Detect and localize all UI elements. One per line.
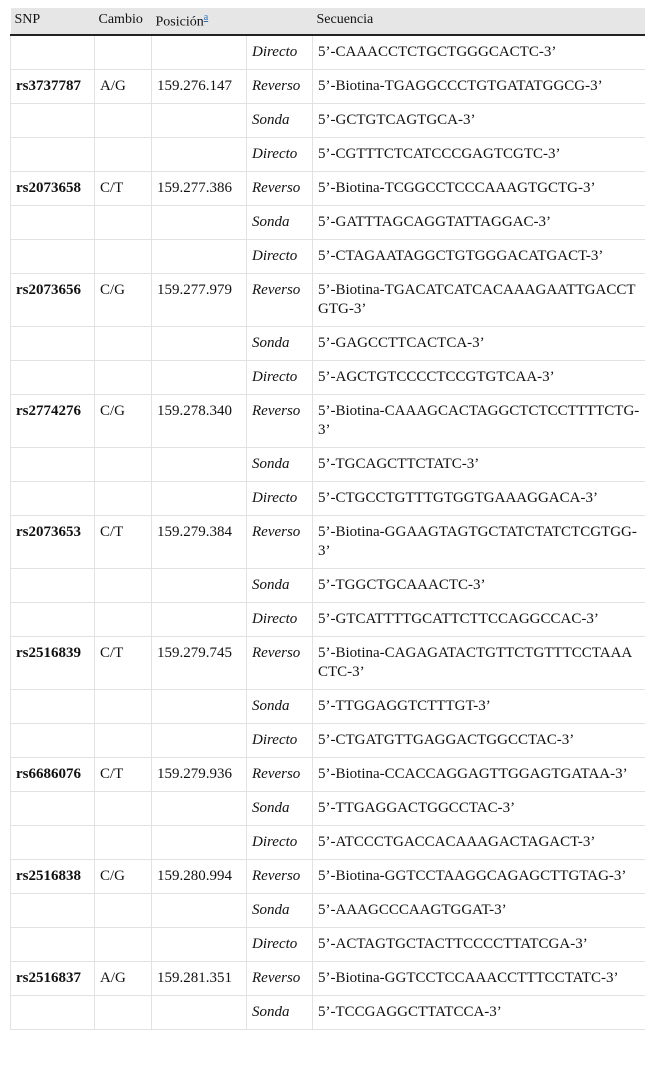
- table-row: [11, 103, 646, 137]
- change-cell: [95, 893, 152, 927]
- table-row: [11, 825, 646, 859]
- snp-cell: [11, 568, 95, 602]
- sequence-cell: 5’-ATCCCTGACCACAAAGACTAGACT-3’: [313, 825, 646, 859]
- primer-type-cell: Reverso: [247, 515, 313, 568]
- table-row: [11, 791, 646, 825]
- position-cell: [152, 35, 247, 70]
- primer-type-cell: Sonda: [247, 791, 313, 825]
- position-cell: [152, 103, 247, 137]
- sequence-cell: 5’-Biotina-TCGGCCTCCCAAAGTGCTG-3’: [313, 171, 646, 205]
- primer-type-cell: Directo: [247, 602, 313, 636]
- snp-cell: rs2073653: [11, 515, 95, 568]
- position-cell: [152, 825, 247, 859]
- sequence-cell: 5’-Biotina-CAAAGCACTAGGCTCTCCTTTTCTG-3’: [313, 394, 646, 447]
- primer-type-cell: Sonda: [247, 568, 313, 602]
- sequence-cell: 5’-GCTGTCAGTGCA-3’: [313, 103, 646, 137]
- snp-cell: [11, 723, 95, 757]
- header-posicion-label: Posición: [155, 14, 204, 30]
- table-row: [11, 723, 646, 757]
- sequence-cell: 5’-Biotina-GGAAGTAGTGCTATCTATCTCGTGG-3’: [313, 515, 646, 568]
- table-body: [11, 35, 646, 1030]
- snp-cell: rs2516838: [11, 859, 95, 893]
- change-cell: C/T: [95, 515, 152, 568]
- footnote-a-link[interactable]: a: [203, 12, 209, 23]
- position-cell: 159.276.147: [152, 69, 247, 103]
- table-row: [11, 360, 646, 394]
- snp-cell: [11, 447, 95, 481]
- sequence-cell: 5’-CAAACCTCTGCTGGGCACTC-3’: [313, 35, 646, 70]
- position-cell: [152, 239, 247, 273]
- change-cell: [95, 995, 152, 1029]
- change-cell: C/G: [95, 273, 152, 326]
- header-cambio: Cambio: [95, 8, 152, 35]
- sequence-cell: 5’-CTGCCTGTTTGTGGTGAAAGGACA-3’: [313, 481, 646, 515]
- table-row: [11, 961, 646, 995]
- change-cell: C/T: [95, 171, 152, 205]
- snp-cell: [11, 205, 95, 239]
- snp-primer-table: [10, 8, 645, 1030]
- snp-cell: [11, 602, 95, 636]
- change-cell: A/G: [95, 961, 152, 995]
- position-cell: 159.281.351: [152, 961, 247, 995]
- position-cell: [152, 893, 247, 927]
- snp-cell: [11, 103, 95, 137]
- table-row: [11, 481, 646, 515]
- header-posicion: [152, 8, 247, 35]
- change-cell: C/T: [95, 757, 152, 791]
- primer-type-cell: Directo: [247, 723, 313, 757]
- primer-type-cell: Directo: [247, 137, 313, 171]
- snp-cell: [11, 927, 95, 961]
- position-cell: [152, 137, 247, 171]
- table-container: [10, 8, 645, 1064]
- sequence-cell: 5’-Biotina-CCACCAGGAGTTGGAGTGATAA-3’: [313, 757, 646, 791]
- table-row: [11, 394, 646, 447]
- table-row: [11, 636, 646, 689]
- position-cell: [152, 568, 247, 602]
- table-row: [11, 515, 646, 568]
- table-row: [11, 893, 646, 927]
- primer-type-cell: Reverso: [247, 757, 313, 791]
- sequence-cell: 5’-Biotina-GGTCCTAAGGCAGAGCTTGTAG-3’: [313, 859, 646, 893]
- position-cell: [152, 723, 247, 757]
- table-row: [11, 239, 646, 273]
- table-row: [11, 273, 646, 326]
- primer-type-cell: Directo: [247, 360, 313, 394]
- sequence-cell: 5’-CTAGAATAGGCTGTGGGACATGACT-3’: [313, 239, 646, 273]
- change-cell: [95, 447, 152, 481]
- primer-type-cell: Reverso: [247, 859, 313, 893]
- snp-cell: [11, 995, 95, 1029]
- table-row: [11, 568, 646, 602]
- sequence-cell: 5’-Biotina-CAGAGATACTGTTCTGTTTCCTAAACTC-3’: [313, 636, 646, 689]
- primer-type-cell: Directo: [247, 239, 313, 273]
- primer-type-cell: Reverso: [247, 636, 313, 689]
- snp-cell: [11, 825, 95, 859]
- sequence-cell: 5’-CGTTTCTCATCCCGAGTCGTC-3’: [313, 137, 646, 171]
- sequence-cell: 5’-TGCAGCTTCTATC-3’: [313, 447, 646, 481]
- primer-type-cell: Directo: [247, 927, 313, 961]
- change-cell: [95, 481, 152, 515]
- table-row: [11, 69, 646, 103]
- position-cell: 159.279.936: [152, 757, 247, 791]
- table-row: [11, 927, 646, 961]
- header-snp: SNP: [11, 8, 95, 35]
- position-cell: 159.280.994: [152, 859, 247, 893]
- sequence-cell: 5’-TTGAGGACTGGCCTAC-3’: [313, 791, 646, 825]
- position-cell: [152, 326, 247, 360]
- header-tipo: [247, 8, 313, 35]
- position-cell: [152, 205, 247, 239]
- snp-cell: [11, 893, 95, 927]
- table-row: [11, 602, 646, 636]
- sequence-cell: 5’-GAGCCTTCACTCA-3’: [313, 326, 646, 360]
- table-row: [11, 995, 646, 1029]
- primer-type-cell: Reverso: [247, 394, 313, 447]
- position-cell: [152, 995, 247, 1029]
- header-secuencia: Secuencia: [313, 8, 646, 35]
- snp-cell: [11, 239, 95, 273]
- change-cell: A/G: [95, 69, 152, 103]
- sequence-cell: 5’-TCCGAGGCTTATCCA-3’: [313, 995, 646, 1029]
- position-cell: [152, 447, 247, 481]
- snp-cell: rs6686076: [11, 757, 95, 791]
- primer-type-cell: Reverso: [247, 273, 313, 326]
- position-cell: [152, 791, 247, 825]
- sequence-cell: 5’-AAAGCCCAAGTGGAT-3’: [313, 893, 646, 927]
- snp-cell: [11, 35, 95, 70]
- change-cell: [95, 723, 152, 757]
- snp-cell: [11, 689, 95, 723]
- change-cell: [95, 137, 152, 171]
- snp-cell: rs2516837: [11, 961, 95, 995]
- change-cell: [95, 602, 152, 636]
- sequence-cell: 5’-Biotina-TGAGGCCCTGTGATATGGCG-3’: [313, 69, 646, 103]
- sequence-cell: 5’-GTCATTTTGCATTCTTCCAGGCCAC-3’: [313, 602, 646, 636]
- primer-type-cell: Sonda: [247, 893, 313, 927]
- snp-cell: rs2774276: [11, 394, 95, 447]
- primer-type-cell: Directo: [247, 481, 313, 515]
- primer-type-cell: Reverso: [247, 171, 313, 205]
- change-cell: [95, 927, 152, 961]
- position-cell: 159.279.384: [152, 515, 247, 568]
- position-cell: [152, 689, 247, 723]
- sequence-cell: 5’-Biotina-GGTCCTCCAAACCTTTCCTATC-3’: [313, 961, 646, 995]
- primer-type-cell: Sonda: [247, 447, 313, 481]
- sequence-cell: 5’-CTGATGTTGAGGACTGGCCTAC-3’: [313, 723, 646, 757]
- sequence-cell: 5’-TGGCTGCAAACTC-3’: [313, 568, 646, 602]
- snp-cell: [11, 326, 95, 360]
- sequence-cell: 5’-Biotina-TGACATCATCACAAAGAATTGACCTGTG-3’: [313, 273, 646, 326]
- table-row: [11, 689, 646, 723]
- sequence-cell: 5’-AGCTGTCCCCTCCGTGTCAA-3’: [313, 360, 646, 394]
- sequence-cell: 5’-TTGGAGGTCTTTGT-3’: [313, 689, 646, 723]
- position-cell: 159.277.979: [152, 273, 247, 326]
- snp-cell: [11, 360, 95, 394]
- table-row: [11, 205, 646, 239]
- snp-cell: rs3737787: [11, 69, 95, 103]
- snp-cell: [11, 137, 95, 171]
- header-row: [11, 8, 646, 35]
- snp-cell: [11, 791, 95, 825]
- change-cell: [95, 103, 152, 137]
- position-cell: [152, 602, 247, 636]
- change-cell: [95, 825, 152, 859]
- change-cell: [95, 205, 152, 239]
- table-row: [11, 35, 646, 70]
- primer-type-cell: Sonda: [247, 205, 313, 239]
- position-cell: 159.278.340: [152, 394, 247, 447]
- primer-type-cell: Sonda: [247, 103, 313, 137]
- table-row: [11, 137, 646, 171]
- change-cell: [95, 791, 152, 825]
- table-row: [11, 757, 646, 791]
- change-cell: [95, 568, 152, 602]
- sequence-cell: 5’-ACTAGTGCTACTTCCCCTTATCGA-3’: [313, 927, 646, 961]
- table-row: [11, 326, 646, 360]
- change-cell: C/G: [95, 394, 152, 447]
- position-cell: [152, 360, 247, 394]
- change-cell: [95, 360, 152, 394]
- position-cell: 159.279.745: [152, 636, 247, 689]
- snp-cell: rs2073656: [11, 273, 95, 326]
- primer-type-cell: Sonda: [247, 995, 313, 1029]
- snp-cell: rs2073658: [11, 171, 95, 205]
- primer-type-cell: Reverso: [247, 69, 313, 103]
- primer-type-cell: Sonda: [247, 689, 313, 723]
- primer-type-cell: Directo: [247, 825, 313, 859]
- primer-type-cell: Reverso: [247, 961, 313, 995]
- sequence-cell: 5’-GATTTAGCAGGTATTAGGAC-3’: [313, 205, 646, 239]
- table-row: [11, 447, 646, 481]
- change-cell: [95, 326, 152, 360]
- change-cell: [95, 35, 152, 70]
- position-cell: [152, 481, 247, 515]
- snp-cell: rs2516839: [11, 636, 95, 689]
- position-cell: [152, 927, 247, 961]
- primer-type-cell: Directo: [247, 35, 313, 70]
- table-row: [11, 171, 646, 205]
- table-row: [11, 859, 646, 893]
- change-cell: [95, 239, 152, 273]
- position-cell: 159.277.386: [152, 171, 247, 205]
- change-cell: [95, 689, 152, 723]
- change-cell: C/T: [95, 636, 152, 689]
- snp-cell: [11, 481, 95, 515]
- change-cell: C/G: [95, 859, 152, 893]
- primer-type-cell: Sonda: [247, 326, 313, 360]
